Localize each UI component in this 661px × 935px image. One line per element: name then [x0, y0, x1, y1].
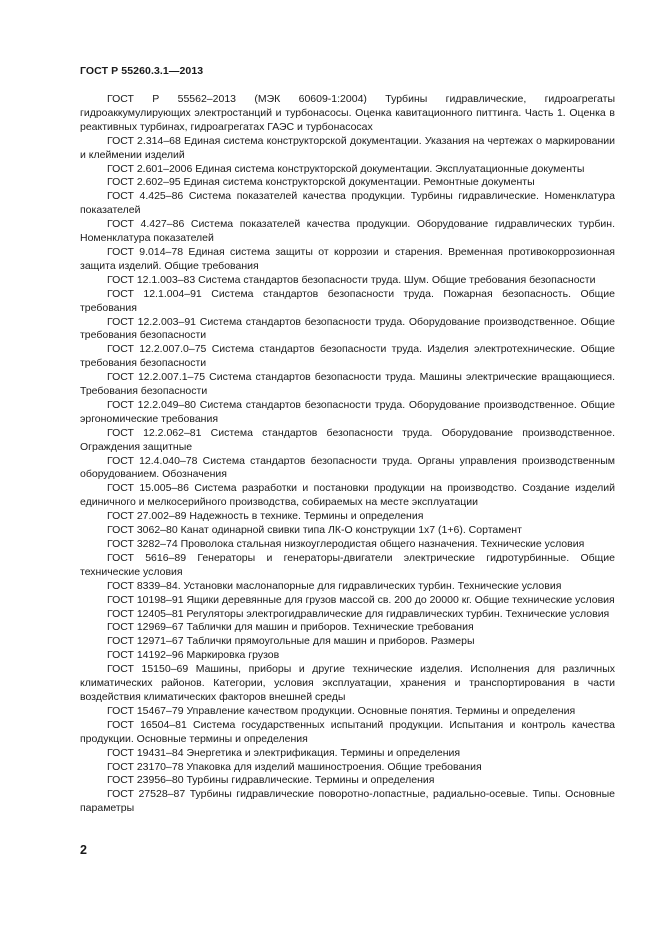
- reference-item: ГОСТ 2.314–68 Единая система конструкторской документации. Указания на чертежах о маркировании и клеймении изделий: [80, 134, 615, 161]
- reference-item: ГОСТ 15467–79 Управление качеством продукции. Основные понятия. Термины и определения: [107, 704, 576, 717]
- reference-item: ГОСТ 4.427–86 Система показателей качества продукции. Оборудование гидравлических турбин. Номенклатура показателей: [80, 218, 615, 245]
- reference-item: ГОСТ 12.2.007.0–75 Система стандартов безопасности труда. Изделия электротехнические. Общие требования безопасности: [80, 343, 615, 370]
- reference-item: ГОСТ 27.002–89 Надежность в технике. Термины и определения: [107, 510, 424, 523]
- reference-item: ГОСТ 12405–81 Регуляторы электрогидравлические для гидравлических турбин. Технические условия: [107, 607, 610, 620]
- reference-item: ГОСТ 12.2.007.1–75 Система стандартов безопасности труда. Машины электрические вращающиеся. Требования безопасности: [80, 371, 615, 398]
- reference-item: ГОСТ 2.601–2006 Единая система конструкторской документации. Эксплуатационные документы: [107, 162, 585, 175]
- reference-item: ГОСТ 12.1.004–91 Система стандартов безопасности труда. Пожарная безопасность. Общие требования: [80, 287, 615, 314]
- reference-item: ГОСТ 3282–74 Проволока стальная низкоуглеродистая общего назначения. Технические условия: [107, 538, 585, 550]
- page-number: 2: [80, 843, 87, 857]
- reference-item: ГОСТ 12969–67 Таблички для машин и приборов. Технические требования: [107, 621, 474, 634]
- reference-item: ГОСТ 12.4.040–78 Система стандартов безопасности труда. Органы управления производственным оборудованием. Обозначения: [80, 454, 615, 481]
- reference-item: ГОСТ 15.005–86 Система разработки и постановки продукции на производство. Создание изделий единичного и мелкосерийного производства, собираемых на месте эксплуатации: [80, 482, 615, 509]
- normative-references-list: [80, 93, 615, 816]
- reference-item: ГОСТ 12.1.003–83 Система стандартов безопасности труда. Шум. Общие требования безопасности: [107, 273, 596, 286]
- reference-item: ГОСТ Р 55562–2013 (МЭК 60609-1:2004) Турбины гидравлические, гидроагрегаты гидроаккумулирующих электростанций и турбонасосы. Оценка кавитационного питтинга. Часть 1. Оценка в реактивных турбинах, гидроагрегатах ГАЭС и турбонасосах: [80, 93, 615, 133]
- reference-item: ГОСТ 5616–89 Генераторы и генераторы-двигатели электрические гидротурбинные. Общие технические условия: [80, 551, 615, 578]
- reference-item: ГОСТ 14192–96 Маркировка грузов: [107, 649, 280, 662]
- reference-item: ГОСТ 15150–69 Машины, приборы и другие технические изделия. Исполнения для различных климатических районов. Категории, условия эксплуатации, хранения и транспортирования в части воздействия климатических факторов внешней среды: [80, 663, 615, 703]
- document-header: ГОСТ Р 55260.3.1—2013: [80, 65, 204, 77]
- reference-item: ГОСТ 2.602–95 Единая система конструкторской документации. Ремонтные документы: [107, 176, 535, 189]
- reference-item: ГОСТ 9.014–78 Единая система защиты от коррозии и старения. Временная противокоррозионная защита изделий. Общие требования: [80, 245, 615, 272]
- reference-item: ГОСТ 10198–91 Ящики деревянные для грузов массой св. 200 до 20000 кг. Общие технические условия: [107, 593, 615, 606]
- reference-item: ГОСТ 12.2.049–80 Система стандартов безопасности труда. Оборудование производственное. Общие эргономические требования: [80, 398, 615, 425]
- reference-item: ГОСТ 19431–84 Энергетика и электрификация. Термины и определения: [107, 746, 461, 759]
- reference-item: ГОСТ 27528–87 Турбины гидравлические поворотно-лопастные, радиально-осевые. Типы. Основные параметры: [80, 788, 615, 815]
- reference-item: ГОСТ 8339–84. Установки маслонапорные для гидравлических турбин. Технические условия: [107, 579, 562, 592]
- reference-item: ГОСТ 12971–67 Таблички прямоугольные для машин и приборов. Размеры: [107, 635, 475, 648]
- reference-item: ГОСТ 16504–81 Система государственных испытаний продукции. Испытания и контроль качества продукции. Основные термины и определения: [80, 718, 615, 745]
- reference-item: ГОСТ 12.2.003–91 Система стандартов безопасности труда. Оборудование производственное. Общие требования безопасности: [80, 315, 615, 342]
- reference-item: ГОСТ 12.2.062–81 Система стандартов безопасности труда. Оборудование производственное. Ограждения защитные: [80, 426, 615, 453]
- reference-item: ГОСТ 4.425–86 Система показателей качества продукции. Турбины гидравлические. Номенклатура показателей: [80, 190, 615, 217]
- reference-item: ГОСТ 3062–80 Канат одинарной свивки типа ЛК-О конструкции 1х7 (1+6). Сортамент: [107, 524, 522, 537]
- reference-item: ГОСТ 23956–80 Турбины гидравлические. Термины и определения: [107, 774, 435, 787]
- reference-item: ГОСТ 23170–78 Упаковка для изделий машиностроения. Общие требования: [107, 760, 482, 773]
